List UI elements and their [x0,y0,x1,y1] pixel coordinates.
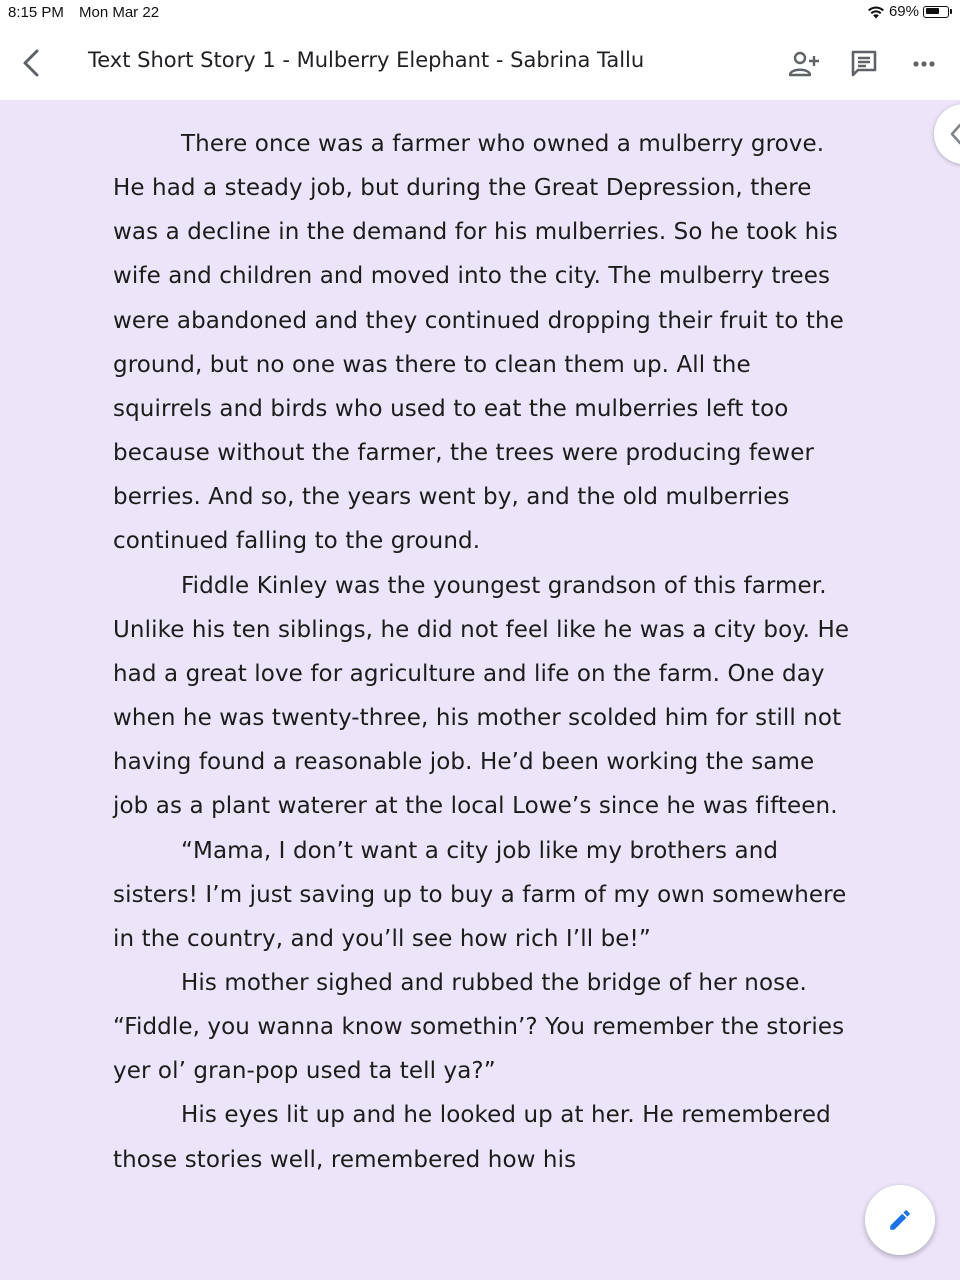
comments-button[interactable] [844,44,884,84]
paragraph-2: Fiddle Kinley was the youngest grandson of this farmer. Unlike his ten siblings, he did not feel like he was a city boy. He had a great love for agriculture and life on the farm. One day when he was twenty-three, his mother scolded him for still not having found a reasonable job. He’d been working the same job as a plant waterer at the local Lowe’s since he was fifteen. [113,572,850,820]
comments-icon [850,49,878,79]
status-indicators [867,3,952,20]
paragraph-1: There once was a farmer who owned a mulberry grove. He had a steady job, but during the Great Depression, there was a decline in the demand for his mulberries. So he took his wife and children and moved into the city. The mulberry trees were abandoned and they continued dropping their fruit to the ground, but no one was there to clean them up. All the squirrels and birds who used to eat the mulberries left too because without the farmer, the trees were producing fewer berries. And so, the years went by, and the old mulberries continued falling to the ground. [113,131,844,555]
wifi-icon [867,5,885,19]
paragraph-3: “Mama, I don’t want a city job like my brothers and sisters! I’m just saving up to buy a farm of my own somewhere in the country, and you’ll see how rich I’ll be!” [113,837,847,952]
more-horizontal-icon [912,60,936,68]
document-title: Text Short Story 1 - Mulberry Elephant - Sabrina Tallu [88,48,645,72]
battery-fill [926,8,940,14]
document-body [113,122,853,1182]
paragraph-4: His mother sighed and rubbed the bridge of her nose. “Fiddle, you wanna know somethin’? You remember the stories yer ol’ gran-pop used ta tell ya?” [113,969,845,1085]
status-date: Mon Mar 22 [79,4,160,21]
status-time: 8:15 PM [8,4,64,21]
pencil-edit-icon [887,1207,913,1233]
status-bar [0,0,960,26]
app-bar [0,26,960,100]
battery-icon [923,6,949,18]
battery-percent: 69% [888,3,919,20]
paragraph-5: His eyes lit up and he looked up at her. He remembered those stories well, remembered how his [113,1102,831,1173]
chevron-icon [948,122,960,146]
battery-tip [950,9,952,14]
share-button[interactable] [784,44,824,84]
add-person-icon [788,50,820,78]
back-button[interactable] [14,44,48,82]
more-options-button[interactable] [904,44,944,84]
document-page[interactable] [0,100,960,1280]
back-arrow-icon [21,48,41,78]
edit-fab-button[interactable] [865,1185,935,1255]
